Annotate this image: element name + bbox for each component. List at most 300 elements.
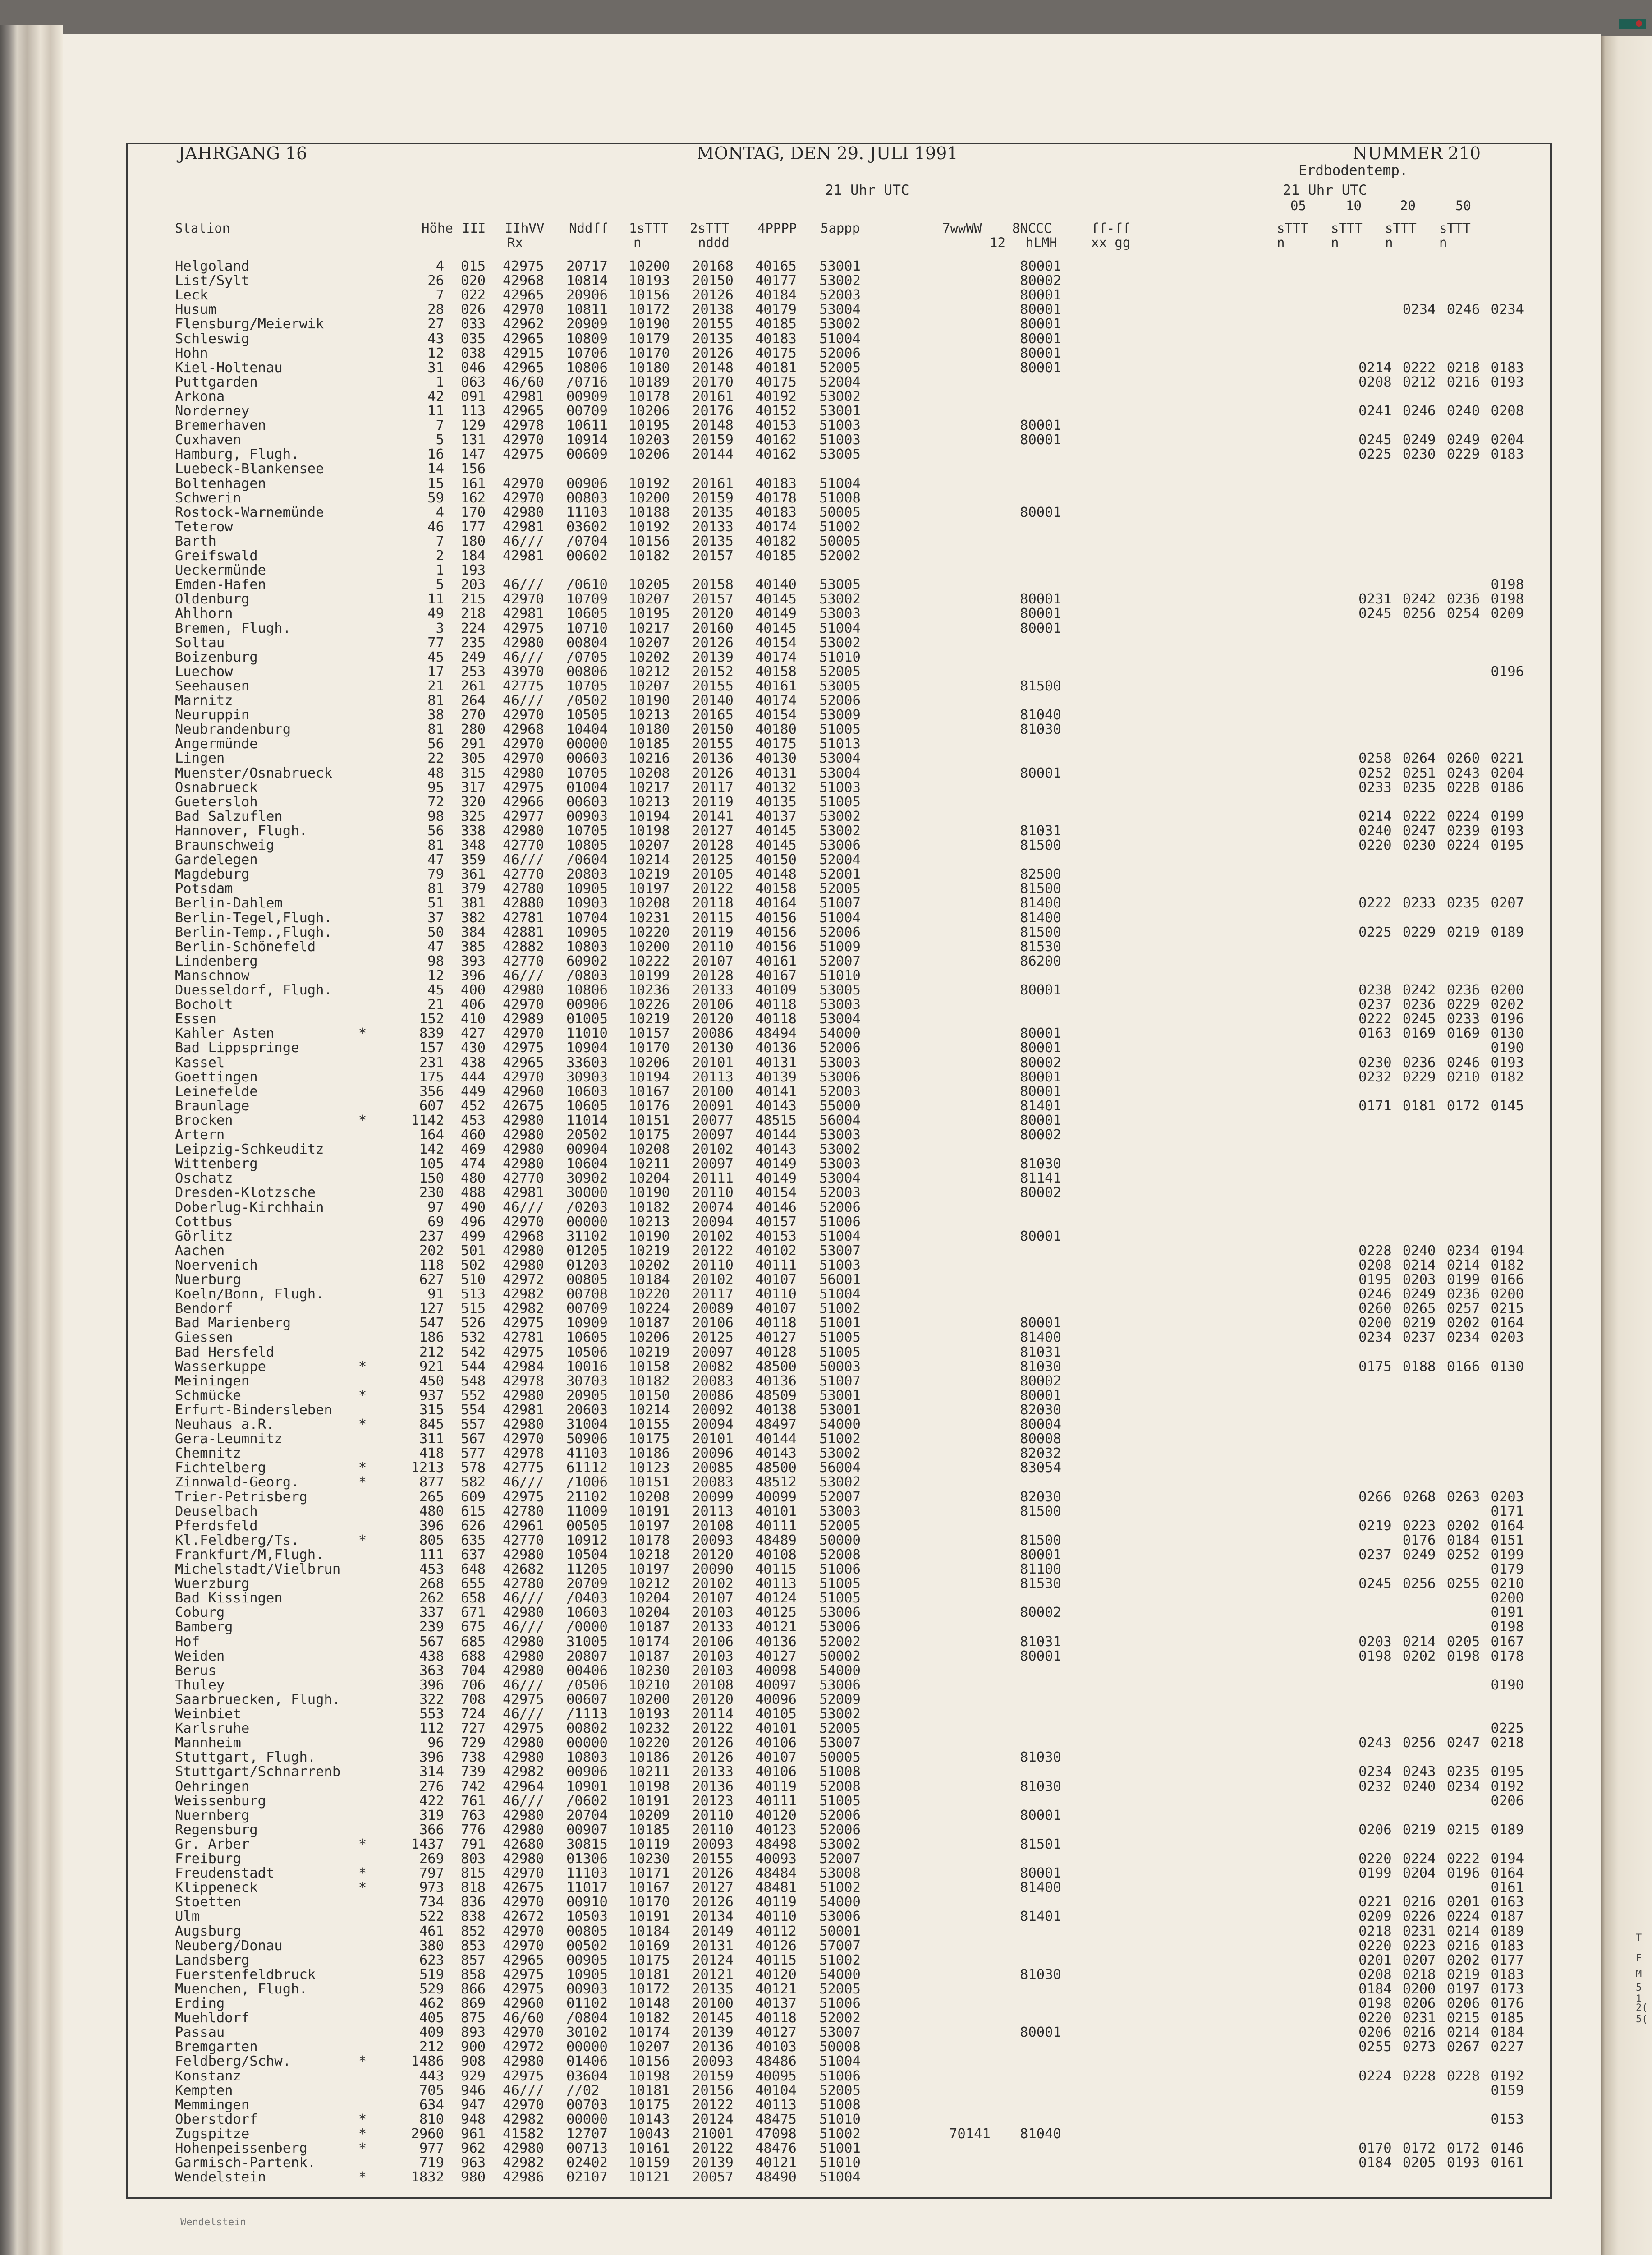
- cell-soil-temps: 0153: [1491, 2111, 1524, 2127]
- cell-5appp: 50005: [819, 533, 861, 549]
- cell-iihvv: 42972: [503, 1272, 544, 1288]
- cell-8nccc: 80001: [1020, 345, 1061, 361]
- cell-1sttt: 10219: [629, 1011, 670, 1027]
- col-soil-20-n: n: [1385, 235, 1393, 250]
- cell-soil-temps: 0232 0240 0234 0192: [1358, 1778, 1524, 1795]
- cell-1sttt: 10119: [629, 1836, 670, 1852]
- cell-5appp: 57007: [819, 1937, 861, 1954]
- cell-nddff: 20909: [566, 316, 608, 332]
- margin-fragment: F: [1636, 1953, 1642, 1964]
- cell-2sttt: 20119: [692, 794, 734, 810]
- cell-iii: 396: [461, 967, 486, 984]
- cell-4pppp: 40121: [755, 1981, 797, 1997]
- cell-nddff: 00903: [566, 808, 608, 824]
- cell-2sttt: 20159: [692, 490, 734, 506]
- cell-nddff: 10901: [566, 1778, 608, 1795]
- cell-station: Saarbruecken, Flugh.: [175, 1691, 341, 1707]
- cell-1sttt: 10186: [629, 1445, 670, 1462]
- cell-nddff: 01004: [566, 779, 608, 796]
- cell-station: Bad Salzuflen: [175, 808, 283, 824]
- cell-station: Erfurt-Bindersleben: [175, 1402, 332, 1418]
- cell-4pppp: 40101: [755, 1721, 797, 1737]
- cell-5appp: 52006: [819, 1199, 861, 1215]
- cell-1sttt: 10199: [629, 967, 670, 984]
- cell-2sttt: 20107: [692, 1590, 734, 1606]
- cell-4pppp: 40175: [755, 736, 797, 752]
- cell-5appp: 53006: [819, 1069, 861, 1085]
- cell-2sttt: 20131: [692, 1937, 734, 1954]
- cell-iii: 488: [461, 1185, 486, 1201]
- cell-7wwww: 70141: [949, 2126, 991, 2142]
- cell-8nccc: 82500: [1020, 866, 1061, 883]
- cell-5appp: 51003: [819, 1257, 861, 1273]
- cell-1sttt: 10205: [629, 577, 670, 593]
- cell-hoehe: 69: [427, 1214, 444, 1230]
- cell-1sttt: 10208: [629, 765, 670, 781]
- cell-5appp: 51004: [819, 620, 861, 636]
- cell-nddff: 00000: [566, 2111, 608, 2127]
- cell-iii: 866: [461, 1981, 486, 1997]
- cell-5appp: 51005: [819, 1344, 861, 1360]
- cell-2sttt: 20094: [692, 1214, 734, 1230]
- cell-iii: 815: [461, 1865, 486, 1882]
- cell-iii: 655: [461, 1576, 486, 1592]
- cell-iii: 980: [461, 2169, 486, 2186]
- cell-iii: 836: [461, 1894, 486, 1910]
- cell-1sttt: 10220: [629, 924, 670, 940]
- cell-5appp: 53002: [819, 388, 861, 405]
- next-page-edge: [1601, 36, 1652, 2255]
- cell-soil-temps: 0196: [1491, 663, 1524, 680]
- cell-nddff: 00906: [566, 475, 608, 492]
- cell-5appp: 56004: [819, 1460, 861, 1476]
- cell-station: Ahlhorn: [175, 606, 233, 622]
- cell-iii: 557: [461, 1417, 486, 1432]
- cell-nddff: 50906: [566, 1431, 608, 1447]
- cell-nddff: 60902: [566, 953, 608, 969]
- cell-4pppp: 40132: [755, 779, 797, 796]
- cell-4pppp: 40110: [755, 1286, 797, 1302]
- cell-1sttt: 10185: [629, 1822, 670, 1838]
- cell-soil-temps: 0191: [1491, 1605, 1524, 1621]
- cell-iii: 359: [461, 852, 486, 868]
- cell-4pppp: 40143: [755, 1141, 797, 1158]
- cell-soil-temps: 0220 0230 0224 0195: [1358, 838, 1524, 853]
- cell-nddff: 00502: [566, 1937, 608, 1954]
- cell-2sttt: 20128: [692, 838, 734, 853]
- cell-4pppp: 48497: [755, 1417, 797, 1432]
- cell-nddff: 30703: [566, 1373, 608, 1389]
- cell-2sttt: 20102: [692, 1228, 734, 1244]
- cell-1sttt: 10219: [629, 1344, 670, 1360]
- cell-2sttt: 20130: [692, 1040, 734, 1056]
- cell-hoehe: 422: [419, 1793, 444, 1809]
- cell-iii: 315: [461, 765, 486, 781]
- cell-hoehe: 1437: [411, 1836, 444, 1852]
- cell-nddff: 00603: [566, 794, 608, 810]
- cell-4pppp: 40127: [755, 1648, 797, 1664]
- cell-4pppp: 40153: [755, 418, 797, 434]
- cell-hoehe: 7: [436, 287, 444, 304]
- cell-soil-temps: 0237 0236 0229 0202: [1358, 997, 1524, 1013]
- cell-hoehe: 212: [419, 2039, 444, 2055]
- cell-iii: 688: [461, 1648, 486, 1664]
- cell-iihvv: 42970: [503, 1894, 544, 1910]
- cell-iihvv: 46///: [503, 1619, 544, 1635]
- cell-nddff: /0203: [566, 1199, 608, 1215]
- cell-iihvv: 42965: [503, 403, 544, 419]
- cell-iii: 449: [461, 1083, 486, 1100]
- cell-4pppp: 48481: [755, 1880, 797, 1896]
- cell-station: Freiburg: [175, 1851, 241, 1867]
- cell-5appp: 53009: [819, 707, 861, 723]
- cell-2sttt: 20144: [692, 446, 734, 463]
- cell-1sttt: 10204: [629, 1170, 670, 1187]
- cell-2sttt: 20110: [692, 939, 734, 955]
- cell-5appp: 53002: [819, 273, 861, 289]
- cell-hoehe: 118: [419, 1257, 444, 1273]
- cell-iii: 162: [461, 490, 486, 506]
- cell-iihvv: 42775: [503, 678, 544, 694]
- cell-8nccc: 81030: [1020, 1966, 1061, 1983]
- cell-hoehe: 396: [419, 1518, 444, 1534]
- cell-iihvv: 42980: [503, 1605, 544, 1621]
- cell-iii: 900: [461, 2039, 486, 2055]
- cell-iihvv: 42980: [503, 1257, 544, 1273]
- cell-nddff: 20905: [566, 1387, 608, 1404]
- cell-8nccc: 81030: [1020, 722, 1061, 738]
- cell-station: Boizenburg: [175, 649, 258, 665]
- utc-label-main: 21 Uhr UTC: [825, 182, 909, 198]
- cell-4pppp: 48500: [755, 1358, 797, 1375]
- cell-2sttt: 20102: [692, 1141, 734, 1158]
- cell-2sttt: 20133: [692, 982, 734, 998]
- cell-nddff: 00904: [566, 1141, 608, 1158]
- cell-hoehe: 27: [427, 316, 444, 332]
- cell-iihvv: 42970: [503, 475, 544, 492]
- cell-soil-temps: 0241 0246 0240 0208: [1358, 403, 1524, 419]
- volume-label: JAHRGANG 16: [178, 143, 307, 163]
- cell-4pppp: 48512: [755, 1474, 797, 1491]
- cell-8nccc: 80001: [1020, 1112, 1061, 1128]
- cell-2sttt: 20157: [692, 548, 734, 564]
- cell-4pppp: 48500: [755, 1460, 797, 1476]
- cell-nddff: 41103: [566, 1445, 608, 1462]
- cell-hoehe: 46: [427, 519, 444, 535]
- cell-1sttt: 10198: [629, 823, 670, 839]
- cell-5appp: 51008: [819, 2097, 861, 2113]
- cell-5appp: 51008: [819, 490, 861, 506]
- cell-soil-temps: 0220 0224 0222 0194: [1358, 1851, 1524, 1867]
- cell-station: Manschnow: [175, 967, 250, 984]
- cell-4pppp: 48498: [755, 1836, 797, 1852]
- cell-nddff: 00907: [566, 1822, 608, 1838]
- cell-1sttt: 10170: [629, 1894, 670, 1910]
- cell-4pppp: 40107: [755, 1272, 797, 1288]
- col-soil-50-n: n: [1439, 235, 1447, 250]
- cell-hoehe: 98: [427, 808, 444, 824]
- cell-iihvv: 42981: [503, 388, 544, 405]
- cell-station: Oberstdorf: [175, 2111, 258, 2127]
- cell-1sttt: 10207: [629, 678, 670, 694]
- cell-hoehe: 157: [419, 1040, 444, 1056]
- cell-iihvv: 42975: [503, 620, 544, 636]
- cell-iihvv: 42770: [503, 866, 544, 883]
- cell-4pppp: 40156: [755, 939, 797, 955]
- cell-hoehe: 81: [427, 838, 444, 853]
- cell-4pppp: 40192: [755, 388, 797, 405]
- cell-station: Giessen: [175, 1330, 233, 1346]
- cell-1sttt: 10200: [629, 939, 670, 955]
- cell-8nccc: 81141: [1020, 1170, 1061, 1187]
- cell-5appp: 52008: [819, 1778, 861, 1795]
- cell-iii: 338: [461, 823, 486, 839]
- cell-iihvv: 42980: [503, 1807, 544, 1823]
- cell-hoehe: 553: [419, 1706, 444, 1722]
- cell-iii: 026: [461, 302, 486, 318]
- cell-4pppp: 40098: [755, 1662, 797, 1679]
- cell-hoehe: 51: [427, 895, 444, 911]
- cell-2sttt: 20155: [692, 1851, 734, 1867]
- cell-5appp: 52004: [819, 852, 861, 868]
- page-date: MONTAG, DEN 29. JULI 1991: [697, 143, 958, 163]
- cell-1sttt: 10195: [629, 606, 670, 622]
- cell-mountain-marker: *: [358, 1880, 367, 1896]
- cell-4pppp: 40131: [755, 1054, 797, 1071]
- cell-4pppp: 48489: [755, 1532, 797, 1548]
- cell-hoehe: 47: [427, 852, 444, 868]
- cell-hoehe: 380: [419, 1937, 444, 1954]
- cell-iihvv: 41582: [503, 2126, 544, 2142]
- cell-5appp: 53003: [819, 1156, 861, 1172]
- cell-station: Zinnwald-Georg.: [175, 1474, 299, 1491]
- cell-station: Klippeneck: [175, 1880, 258, 1896]
- cell-hoehe: 28: [427, 302, 444, 318]
- cell-8nccc: 81031: [1020, 1634, 1061, 1650]
- cell-hoehe: 363: [419, 1662, 444, 1679]
- cell-8nccc: 80002: [1020, 1185, 1061, 1201]
- cell-4pppp: 40103: [755, 2039, 797, 2055]
- cell-2sttt: 20101: [692, 1431, 734, 1447]
- cell-soil-temps: 0199 0204 0196 0164: [1358, 1865, 1524, 1882]
- cell-4pppp: 40120: [755, 1966, 797, 1983]
- cell-hoehe: 81: [427, 722, 444, 738]
- cell-2sttt: 20121: [692, 1966, 734, 1983]
- cell-soil-temps: 0240 0247 0239 0193: [1358, 823, 1524, 839]
- cell-hoehe: 105: [419, 1156, 444, 1172]
- cell-4pppp: 40183: [755, 504, 797, 520]
- cell-iihvv: 42980: [503, 1127, 544, 1143]
- cell-5appp: 52008: [819, 1546, 861, 1563]
- cell-station: Puttgarden: [175, 374, 258, 390]
- margin-fragment: 5(: [1636, 2014, 1648, 2025]
- cell-2sttt: 20093: [692, 1836, 734, 1852]
- cell-station: Muenster/Osnabrueck: [175, 765, 332, 781]
- col-iii: III: [462, 221, 486, 236]
- cell-2sttt: 20108: [692, 1518, 734, 1534]
- cell-station: Bremen, Flugh.: [175, 620, 291, 636]
- cell-hoehe: 230: [419, 1185, 444, 1201]
- cell-1sttt: 10193: [629, 273, 670, 289]
- cell-hoehe: 877: [419, 1474, 444, 1491]
- cell-5appp: 51006: [819, 1214, 861, 1230]
- cell-5appp: 53006: [819, 838, 861, 853]
- cell-station: Rostock-Warnemünde: [175, 504, 324, 520]
- cell-iii: 129: [461, 418, 486, 434]
- cell-hoehe: 276: [419, 1778, 444, 1795]
- cell-5appp: 53004: [819, 1170, 861, 1187]
- cell-5appp: 50001: [819, 1923, 861, 1939]
- cell-station: Hamburg, Flugh.: [175, 446, 299, 463]
- cell-iihvv: 46///: [503, 649, 544, 665]
- cell-hoehe: 91: [427, 1286, 444, 1302]
- cell-iii: 280: [461, 722, 486, 738]
- cell-8nccc: 80004: [1020, 1417, 1061, 1432]
- col-depth-50: 50: [1455, 198, 1471, 213]
- margin-fragment: 5: [1636, 1982, 1642, 1993]
- cell-4pppp: 40124: [755, 1590, 797, 1606]
- cell-2sttt: 20093: [692, 1532, 734, 1548]
- cell-soil-temps: 0201 0207 0202 0177: [1358, 1952, 1524, 1968]
- cell-hoehe: 268: [419, 1576, 444, 1592]
- cell-soil-temps: 0179: [1491, 1561, 1524, 1577]
- cell-2sttt: 20126: [692, 1735, 734, 1751]
- cell-nddff: 10809: [566, 331, 608, 347]
- cell-2sttt: 20077: [692, 1112, 734, 1128]
- cell-8nccc: 81401: [1020, 1098, 1061, 1114]
- cell-station: Zugspitze: [175, 2126, 250, 2142]
- cell-station: Koeln/Bonn, Flugh.: [175, 1286, 324, 1302]
- cell-4pppp: 40185: [755, 316, 797, 332]
- cell-iihvv: 46///: [503, 533, 544, 549]
- cell-1sttt: 10178: [629, 388, 670, 405]
- cell-nddff: 21102: [566, 1489, 608, 1505]
- cell-4pppp: 40108: [755, 1546, 797, 1563]
- cell-2sttt: 20125: [692, 852, 734, 868]
- cell-4pppp: 40097: [755, 1677, 797, 1693]
- cell-station: Bad Lippspringe: [175, 1040, 299, 1056]
- col-soil-50: sTTT: [1439, 221, 1471, 236]
- cell-2sttt: 20135: [692, 1981, 734, 1997]
- cell-4pppp: 40180: [755, 722, 797, 738]
- cell-hoehe: 319: [419, 1807, 444, 1823]
- col-soil-10-n: n: [1331, 235, 1339, 250]
- cell-2sttt: 20125: [692, 1330, 734, 1346]
- cell-2sttt: 20110: [692, 1807, 734, 1823]
- cell-soil-temps: 0245 0249 0249 0204: [1358, 432, 1524, 448]
- col-8nccc: 8NCCC: [1012, 221, 1052, 236]
- cell-5appp: 51002: [819, 1880, 861, 1896]
- cell-5appp: 53008: [819, 1865, 861, 1882]
- cell-8nccc: 82030: [1020, 1402, 1061, 1418]
- cell-nddff: 00709: [566, 1301, 608, 1317]
- cell-nddff: 31004: [566, 1417, 608, 1432]
- cell-soil-temps: 0228 0240 0234 0194: [1358, 1243, 1524, 1259]
- cell-iihvv: 42970: [503, 1026, 544, 1042]
- cell-hoehe: 450: [419, 1373, 444, 1389]
- cell-1sttt: 10151: [629, 1474, 670, 1491]
- cell-nddff: 30902: [566, 1170, 608, 1187]
- cell-5appp: 53001: [819, 1402, 861, 1418]
- cell-iii: 724: [461, 1706, 486, 1722]
- cell-iii: 893: [461, 2025, 486, 2041]
- cell-2sttt: 20135: [692, 331, 734, 347]
- cell-iii: 908: [461, 2053, 486, 2070]
- cell-4pppp: 40152: [755, 403, 797, 419]
- cell-iihvv: 42982: [503, 1301, 544, 1317]
- cell-4pppp: 40144: [755, 1431, 797, 1447]
- cell-nddff: 00406: [566, 1662, 608, 1679]
- cut-off-row: Wendelstein: [180, 2217, 246, 2228]
- cell-station: Bad Hersfeld: [175, 1344, 275, 1360]
- cell-hoehe: 37: [427, 910, 444, 926]
- cell-nddff: 33603: [566, 1054, 608, 1071]
- cell-iii: 305: [461, 750, 486, 767]
- cell-4pppp: 40167: [755, 967, 797, 984]
- cell-hoehe: 1213: [411, 1460, 444, 1476]
- cell-iihvv: 42680: [503, 1836, 544, 1852]
- cell-8nccc: 86200: [1020, 953, 1061, 969]
- cell-mountain-marker: *: [358, 1112, 367, 1128]
- cell-iii: 382: [461, 910, 486, 926]
- cell-iii: 510: [461, 1272, 486, 1288]
- cell-hoehe: 17: [427, 663, 444, 680]
- cell-1sttt: 10175: [629, 1127, 670, 1143]
- cell-iii: 406: [461, 997, 486, 1013]
- cell-hoehe: 45: [427, 649, 444, 665]
- cell-5appp: 52006: [819, 1807, 861, 1823]
- cell-2sttt: 20100: [692, 1083, 734, 1100]
- cell-2sttt: 21001: [692, 2126, 734, 2142]
- cell-iihvv: 46///: [503, 852, 544, 868]
- cell-hoehe: 311: [419, 1431, 444, 1447]
- cell-soil-temps: 0175 0188 0166 0130: [1358, 1358, 1524, 1375]
- cell-8nccc: 81500: [1020, 838, 1061, 853]
- cell-nddff: 10605: [566, 1098, 608, 1114]
- col-soil-10: sTTT: [1331, 221, 1363, 236]
- cell-station: Stuttgart/Schnarrenb: [175, 1764, 341, 1780]
- cell-hoehe: 31: [427, 359, 444, 376]
- cell-iii: 091: [461, 388, 486, 405]
- cell-nddff: 00603: [566, 750, 608, 767]
- cell-iihvv: 42980: [503, 1243, 544, 1259]
- cell-8nccc: 80001: [1020, 331, 1061, 347]
- cell-5appp: 51005: [819, 1793, 861, 1809]
- cell-iihvv: 42980: [503, 1112, 544, 1128]
- cell-4pppp: 40123: [755, 1822, 797, 1838]
- cell-hoehe: 11: [427, 591, 444, 607]
- cell-4pppp: 40183: [755, 475, 797, 492]
- cell-5appp: 53005: [819, 577, 861, 593]
- cell-4pppp: 40115: [755, 1561, 797, 1577]
- cell-5appp: 52003: [819, 1185, 861, 1201]
- cell-1sttt: 10200: [629, 258, 670, 274]
- cell-iii: 729: [461, 1735, 486, 1751]
- col-2sttt-nddd: nddd: [698, 235, 730, 250]
- cell-5appp: 53005: [819, 678, 861, 694]
- cell-nddff: 10605: [566, 1330, 608, 1346]
- cell-5appp: 50005: [819, 1749, 861, 1766]
- cell-1sttt: 10172: [629, 1981, 670, 1997]
- cell-station: Berlin-Temp.,Flugh.: [175, 924, 332, 940]
- cell-iii: 193: [461, 562, 486, 579]
- cell-station: List/Sylt: [175, 273, 250, 289]
- cell-station: Kahler Asten: [175, 1026, 275, 1042]
- cell-5appp: 56004: [819, 1112, 861, 1128]
- cell-station: Luebeck-Blankensee: [175, 461, 324, 477]
- cell-iihvv: 42978: [503, 1445, 544, 1462]
- cell-5appp: 52003: [819, 1083, 861, 1100]
